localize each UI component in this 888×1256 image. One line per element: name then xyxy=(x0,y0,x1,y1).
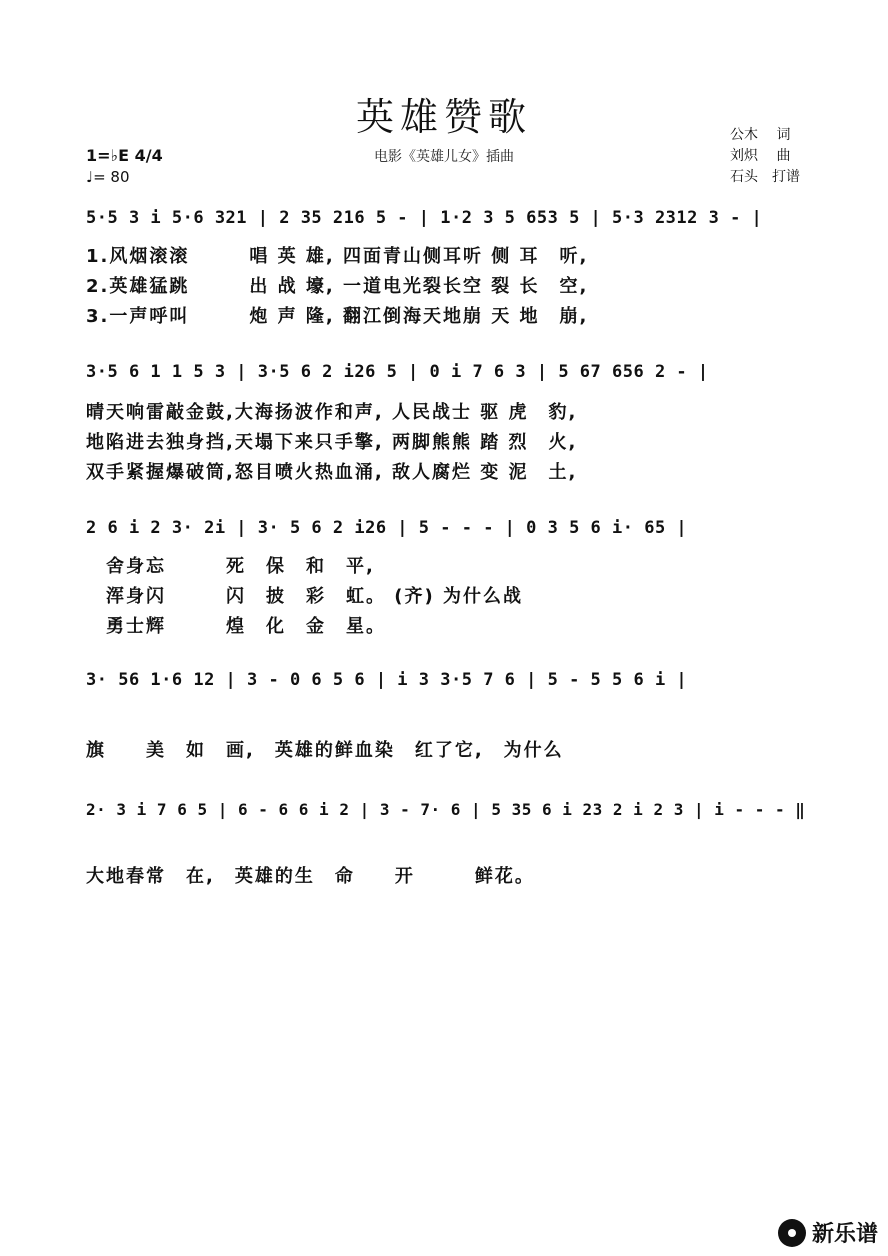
lyric-line: 大地春常 在, 英雄的生 命 开 鲜花。 xyxy=(86,866,535,887)
key-signature: 1=♭E 4/4 xyxy=(86,146,163,165)
lyric-line: 3.一声呼叫 炮 声 隆, 翻江倒海天地崩 天 地 崩, xyxy=(86,306,589,327)
brand-name: 新乐谱 xyxy=(811,1222,878,1247)
lyricist-credit: 公木 词 xyxy=(730,127,791,143)
brand-logo xyxy=(778,1217,878,1248)
notation-line: 3·5 6 1 1 5 3 | 3·5 6 2 i26 5 | 0 i 7 6 3 | 5 67 656 2 - | xyxy=(86,362,709,382)
notation-line: 2 6 i 2 3· 2i | 3· 5 6 2 i26 | 5 - - - | 0 3 5 6 i· 65 | xyxy=(86,518,688,538)
composer-credit: 刘炽 曲 xyxy=(730,148,791,164)
lyric-line: 晴天响雷敲金鼓,大海扬波作和声, 人民战士 驱 虎 豹, xyxy=(86,402,578,423)
notation-line: 5·5 3 i 5·6 321 | 2 35 216 5 - | 1·2 3 5 653 5 | 5·3 2312 3 - | xyxy=(86,208,763,228)
lyric-line: 舍身忘 死 保 和 平, xyxy=(86,556,375,577)
tempo-marking: ♩= 80 xyxy=(86,168,130,186)
transcriber-credit: 石头 打谱 xyxy=(730,169,800,185)
lyric-line: 地陷进去独身挡,天塌下来只手擎, 两脚熊熊 踏 烈 火, xyxy=(86,432,578,453)
lyric-line: 双手紧握爆破筒,怒目喷火热血涌, 敌人腐烂 变 泥 土, xyxy=(86,462,578,483)
lyric-line: 1.风烟滚滚 唱 英 雄, 四面青山侧耳听 侧 耳 听, xyxy=(86,246,589,267)
lyric-line: 2.英雄猛跳 出 战 壕, 一道电光裂长空 裂 长 空, xyxy=(86,276,589,297)
song-title: 英雄赞歌 xyxy=(355,95,532,139)
lyric-line: 浑身闪 闪 披 彩 虹。 (齐) 为什么战 xyxy=(86,586,523,607)
song-subtitle: 电影《英雄儿女》插曲 xyxy=(374,149,514,165)
notation-line: 3· 56 1·6 12 | 3 - 0 6 5 6 | i 3 3·5 7 6 | 5 - 5 5 6 i | xyxy=(86,670,688,690)
notation-line: 2· 3 i 7 6 5 | 6 - 6 6 i 2 | 3 - 7· 6 | 5 35 6 i 23 2 i 2 3 | i - - - ‖ xyxy=(86,800,806,819)
lyric-line: 勇士辉 煌 化 金 星。 xyxy=(86,616,386,637)
record-disc-icon xyxy=(778,1219,806,1247)
lyric-line: 旗 美 如 画, 英雄的鲜血染 红了它, 为什么 xyxy=(86,740,564,761)
